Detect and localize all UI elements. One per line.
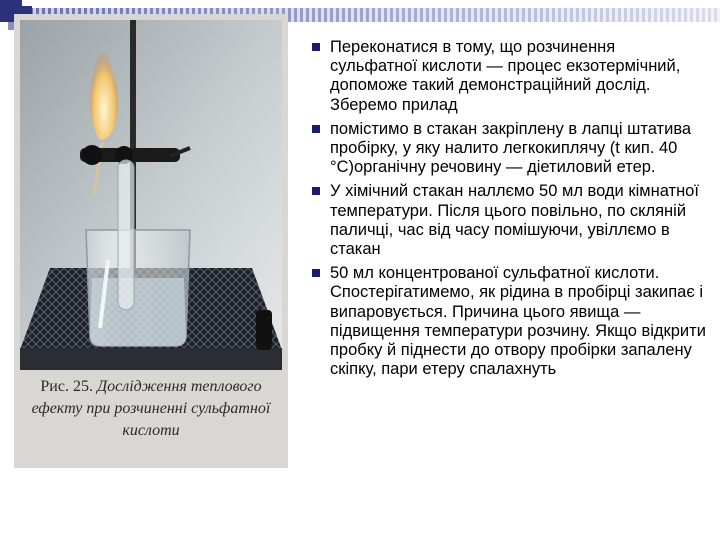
square-bullet-icon: [312, 125, 320, 133]
square-bullet-icon: [312, 43, 320, 51]
test-tube: [118, 160, 134, 310]
bullet-item: [306, 38, 706, 115]
figure-caption: [20, 376, 282, 442]
bullet-list: [306, 38, 706, 384]
experiment-photo: [20, 20, 282, 370]
bullet-text: помістимо в стакан закріплену в лапці штатива пробірку, у яку налито легкокиплячу (t кип. 40 °С)органічну речовину — діетиловий етер.: [330, 119, 692, 177]
stand-base-edge: [20, 348, 282, 370]
bullet-text: У хімічний стакан наллємо 50 мл води кімнатної температури. Після цього повільно, по скляній паличці, час від часу помішуючи, увіллємо в стакан: [330, 182, 699, 259]
bullet-item: [306, 120, 706, 178]
bullet-text: Переконатися в тому, що розчинення сульфатної кислоти — процес екзотермічний, допоможе такий демонстраційний дослід. Зберемо прилад: [330, 38, 681, 114]
caption-number: Рис. 25.: [40, 378, 93, 395]
caption-text: Дослідження теплового ефекту при розчиненні сульфатної кислоти: [31, 378, 271, 439]
square-bullet-icon: [312, 269, 320, 277]
bullet-text: 50 мл концентрованої сульфатної кислоти. Спостерігатимемо, як рідина в пробірці закипає і випаровується. Причина цього явища —підвищення температури розчину. Якщо відкрити пробку й піднести до отвору пробірки запалену скіпку, пари етеру спалахнуть: [330, 264, 706, 379]
bullet-item: [306, 182, 706, 259]
figure: [14, 14, 288, 468]
clamp-knob-left: [82, 145, 102, 165]
square-bullet-icon: [312, 187, 320, 195]
bullet-item: [306, 264, 706, 379]
bottle: [256, 310, 272, 350]
